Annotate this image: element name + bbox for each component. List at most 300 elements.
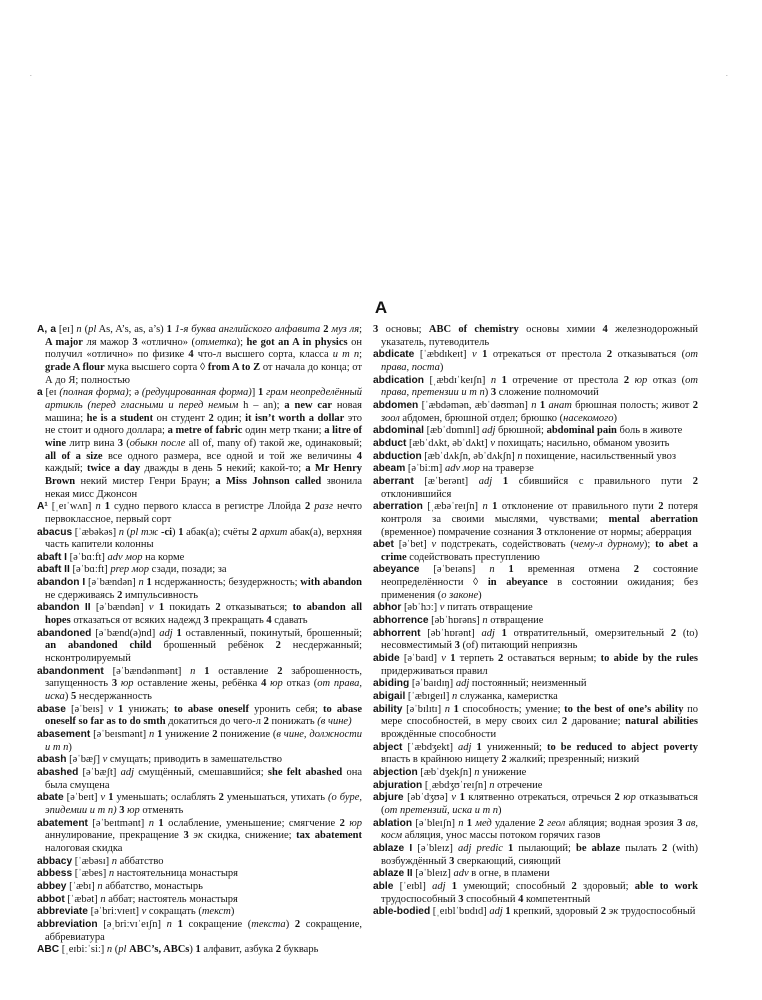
entry-text: )	[64, 691, 71, 703]
entry-text: ослабление, уменьшение; смягчение	[163, 817, 340, 829]
bold-text: 1	[476, 741, 482, 753]
bold-text: 1	[195, 944, 201, 956]
entry-text: несдержанный; нсконтролируемый	[45, 640, 363, 665]
bold-text: able to work	[634, 880, 698, 892]
italic-label: adj	[455, 678, 470, 690]
italic-label: от права, иска	[45, 678, 362, 703]
bold-text: from A to Z	[207, 361, 261, 373]
entry-text: уронить себя;	[248, 703, 324, 715]
entry-text: сбившийся с правильного пути	[508, 475, 693, 487]
headword: abject	[373, 741, 403, 753]
headword: abbey	[37, 880, 67, 892]
italic-label: от права, поста	[381, 349, 698, 373]
bold-text: 1	[204, 665, 210, 677]
entry-text: содействовать преступлению	[406, 551, 540, 563]
bold-text: 2	[208, 412, 214, 424]
entry-text: [ˌæbdʒʊˈreɪʃn]	[422, 779, 490, 791]
entry-text: (	[124, 526, 131, 538]
bold-text: 2	[600, 906, 607, 918]
bold-text: to the best of one’s ability	[564, 703, 684, 715]
bold-text: 5	[216, 463, 223, 475]
dictionary-entry	[37, 387, 362, 501]
italic-label: adj	[481, 425, 496, 437]
entry-text: )	[285, 918, 295, 930]
entry-text: что-л высшего сорта, класса	[193, 349, 333, 361]
entry-text: унижать;	[123, 703, 174, 715]
dictionary-entry	[373, 653, 698, 678]
entry-text: [eɪ]	[55, 324, 77, 335]
italic-label: n	[166, 918, 172, 930]
italic-label: n	[490, 374, 497, 386]
entry-text: );	[643, 539, 656, 551]
dictionary-entry	[373, 906, 698, 919]
bold-text: 2	[670, 627, 677, 639]
entry-text: уменьшать; ослаблять	[113, 792, 219, 804]
bold-text: to abet a crime	[381, 539, 698, 563]
dictionary-entry	[373, 438, 698, 451]
bold-text: 3	[373, 324, 379, 335]
entry-text: некий; какой-то;	[222, 463, 306, 475]
entry-text: каждый;	[45, 463, 87, 475]
headword: abdominal	[373, 425, 424, 437]
bold-text: 1	[492, 501, 498, 513]
headword: ABC	[37, 944, 60, 956]
italic-label: анат	[545, 399, 572, 411]
entry-text: [æbˈdʌkt, əbˈdʌkt]	[406, 437, 491, 449]
bold-text: 1	[507, 842, 514, 854]
entry-text: [əbˈhɔː]	[401, 602, 440, 614]
entry-text: подстрекать, содействовать (	[436, 539, 574, 551]
headword: aberrant	[373, 475, 414, 487]
entry-text: импульсивность	[122, 589, 199, 601]
headword: abbreviate	[37, 906, 88, 918]
italic-label: юр	[619, 792, 636, 804]
dictionary-entry	[37, 818, 362, 856]
entry-text: несдержанность	[76, 691, 152, 703]
bold-text: 3	[536, 526, 542, 538]
italic-label: 1-я буква английского алфавита	[171, 324, 324, 335]
entry-text: понижение (	[217, 729, 277, 740]
dictionary-entry	[37, 944, 362, 957]
entry-text: ;	[359, 349, 362, 361]
headword: abjure	[373, 792, 404, 804]
italic-label: n	[482, 501, 488, 513]
bold-text: a Mr Henry Brown	[45, 463, 362, 487]
headword: aberration	[373, 501, 423, 513]
bold-text: a litre of wine	[45, 425, 363, 449]
italic-label: n	[517, 450, 523, 462]
bold-text: 2	[117, 589, 123, 601]
entry-text: отречение от престола	[506, 374, 624, 386]
entry-text: )	[613, 412, 617, 424]
italic-label: n	[118, 526, 125, 538]
headword: abeyance	[373, 564, 420, 576]
entry-text: настоятельница монастыря	[114, 868, 238, 880]
headword: abhorrence	[373, 615, 429, 627]
bold-text: 5	[70, 691, 77, 703]
italic-label: n	[111, 855, 118, 867]
entry-text: временная отмена	[513, 564, 634, 576]
entry-text: )	[172, 526, 179, 538]
italic-label: v	[141, 906, 147, 918]
bold-text: 2	[614, 792, 620, 804]
italic-label: разг	[310, 501, 333, 513]
entry-text: )	[478, 589, 482, 601]
dictionary-column-left	[37, 324, 362, 957]
headword: ability	[373, 703, 403, 715]
entry-text: потеря контроля за своими мыслями, чувствами;	[381, 501, 698, 525]
entry-text: сокращение (	[182, 918, 252, 930]
dictionary-entry	[37, 767, 362, 792]
bold-text: 3	[454, 640, 460, 652]
headword: abdication	[373, 374, 424, 386]
entry-text: униженный;	[481, 741, 547, 753]
italic-label: отметка	[195, 336, 237, 348]
entry-text: all of, many of) такой же, одинаковый;	[185, 437, 362, 449]
dictionary-entry	[37, 919, 362, 944]
entry-text: покидать	[164, 602, 216, 614]
dictionary-entry	[37, 754, 362, 767]
bold-text: 2	[304, 501, 311, 513]
entry-text: он студент	[153, 412, 209, 424]
entry-text: отвратительный, омерзительный	[506, 627, 671, 639]
entry-text: оставление	[209, 665, 278, 677]
italic-label: от претензий, иска и т п	[384, 804, 499, 816]
entry-text: (to) несовместимый	[381, 627, 698, 652]
headword: abandon I	[37, 577, 86, 589]
italic-label: adj	[481, 627, 495, 639]
dictionary-entry	[37, 906, 362, 919]
italic-label: adj	[432, 880, 446, 892]
entry-text: отрекаться от престола	[487, 349, 607, 361]
entry-text: [əˈbriːvɪeɪt]	[87, 906, 142, 918]
entry-text: сокращение, аббревиатура	[45, 918, 362, 943]
dictionary-entry	[373, 704, 698, 742]
dictionary-entry	[373, 881, 698, 906]
italic-label: юр	[344, 817, 362, 829]
entry-text: мука высшего сорта ◊	[104, 361, 208, 373]
entry-text: трудоспособный	[618, 906, 696, 918]
entry-text: [ˈæbəsɪ]	[72, 855, 112, 867]
entry-text: отклонение от правильного пути	[497, 501, 659, 513]
entry-text: [æbˈdʒekʃn]	[417, 766, 475, 778]
bold-text: in abeyance	[487, 577, 548, 589]
bold-text: 4	[266, 615, 272, 627]
dictionary-entry	[373, 501, 698, 539]
bold-text: 3	[458, 893, 464, 905]
italic-label: эк	[606, 906, 619, 918]
entry-text: врождённые способности	[381, 729, 497, 740]
dictionary-entry	[37, 868, 362, 881]
italic-label: n	[148, 817, 154, 829]
bold-text: 1	[158, 817, 164, 829]
headword: abase	[37, 703, 66, 715]
dictionary-entry	[37, 894, 362, 907]
entry-text: [əˈbleɪz]	[412, 842, 458, 854]
italic-label: мед	[471, 817, 492, 829]
entry-text: [æbˈdʌkʃn, əbˈdʌkʃn]	[421, 450, 518, 462]
bold-text: 1	[176, 627, 182, 639]
italic-label: n	[97, 880, 103, 892]
dictionary-entry	[373, 564, 698, 602]
entry-text: прекращать	[208, 615, 267, 627]
bold-text: to abase oneself	[173, 703, 249, 715]
headword: abigail	[373, 691, 406, 703]
headword: able	[373, 880, 394, 892]
dictionary-entry	[373, 375, 698, 400]
entry-text: [ˌæbəˈreɪʃn]	[422, 501, 483, 513]
bold-text: 1	[177, 918, 183, 930]
italic-label: юр	[124, 804, 140, 816]
entry-text: основы;	[378, 324, 429, 335]
bold-text: 2	[215, 602, 221, 614]
bold-text: 1	[453, 703, 459, 715]
entry-text: аббат; настоятель монастыря	[105, 893, 238, 905]
entry-text: похищение, насильственный увоз	[522, 450, 677, 462]
entry-text	[495, 628, 502, 639]
bold-text: 4	[188, 349, 194, 361]
entry-text: [əˈbeɪs]	[65, 703, 109, 715]
headword: abandon II	[37, 602, 91, 614]
entry-text: [əˈbɑːft]	[69, 564, 111, 576]
dictionary-entry	[37, 527, 362, 552]
bold-text: 1	[501, 627, 507, 639]
bold-text: a Miss Johnson called	[215, 475, 322, 487]
italic-label: adj	[478, 475, 493, 487]
italic-label: обыкн после	[129, 437, 186, 449]
dictionary-entry	[373, 678, 698, 691]
bold-text: it isn’t worth a dollar	[245, 412, 345, 424]
italic-label: (о буре, эпидемии и т п)	[45, 792, 362, 816]
entry-text: )	[68, 741, 72, 753]
italic-label: v	[102, 754, 108, 766]
bold-text: 1	[158, 602, 165, 614]
entry-text: [ˈæbdʒekt]	[402, 741, 459, 753]
italic-label: v	[148, 602, 154, 614]
dictionary-entry	[373, 349, 698, 374]
bold-text: 2	[501, 754, 507, 766]
entry-text: [ˌæbdɪˈkeɪʃn]	[423, 374, 491, 386]
entry-text: )	[230, 906, 235, 918]
italic-label: муз ля	[328, 324, 360, 335]
bold-text: 2	[692, 399, 699, 411]
entry-text: оставаться верным;	[503, 653, 601, 665]
entry-text: сдавать	[271, 615, 308, 627]
entry-text: [æbˈdɒmɪnl]	[423, 425, 482, 437]
italic-label: от права, претензии и т п	[381, 374, 699, 399]
bold-text: A major	[45, 336, 83, 348]
entry-text: абляция; водная эрозия	[565, 817, 678, 829]
entry-text: пылающий;	[513, 842, 577, 854]
italic-label: (редуцированная форма)	[141, 387, 252, 399]
entry-text: на корме	[142, 551, 185, 563]
entry-text: дарование;	[567, 716, 626, 728]
entry-text: отказ (	[647, 374, 686, 386]
bold-text: 1	[505, 906, 511, 918]
bold-text: 2	[277, 665, 283, 677]
italic-label: n	[108, 868, 115, 880]
dictionary-entry	[373, 476, 698, 501]
bold-text: ABC of chemistry	[428, 324, 519, 335]
bold-text: mental aberration	[608, 513, 698, 525]
italic-label: n	[451, 691, 458, 703]
entry-text: абак(а), верхняя часть капители колонны	[45, 526, 363, 551]
entry-text: аббатство, монастырь	[102, 880, 203, 892]
entry-text: сложение полномочий	[496, 387, 599, 399]
italic-label: adv	[453, 868, 469, 880]
bold-text: 1	[502, 475, 509, 487]
bold-text: 2	[218, 792, 224, 804]
entry-text: докатиться до чего-л	[165, 716, 264, 728]
italic-label: n	[190, 665, 196, 677]
entry-text	[492, 476, 503, 487]
entry-text: [əbˈhɒrənt]	[420, 627, 482, 639]
entry-text: [əˌbriːvɪˈeɪʃn]	[97, 918, 167, 930]
entry-text: [ˈæbes]	[72, 868, 109, 880]
italic-label: текст	[201, 906, 231, 918]
bold-text: all of a size	[45, 450, 103, 462]
headword: abet	[373, 539, 394, 551]
headword: abandoned	[37, 627, 92, 639]
entry-text: [əˈbɑːft]	[67, 551, 108, 563]
entry-text: h – an);	[238, 399, 285, 411]
entry-text: отменять	[139, 804, 184, 816]
entry-text: [ˈæbdəmən, æbˈdəʊmən]	[418, 399, 532, 411]
entry-text: [ˌeɪbiːˈsiː]	[59, 944, 107, 956]
headword: abide	[373, 653, 400, 665]
bold-text: 1	[108, 792, 114, 804]
entry-text: )	[189, 944, 196, 956]
dictionary-entry	[373, 868, 698, 881]
entry-text: крепкий, здоровый	[510, 906, 601, 918]
headword: abash	[37, 754, 67, 766]
italic-label: n	[148, 729, 155, 740]
entry-text: [əˈbeɪsmənt]	[90, 729, 149, 740]
entry-text: [ˈeɪbl]	[393, 880, 433, 892]
italic-label: эк	[188, 830, 203, 842]
entry-text: [æˈberənt]	[413, 475, 479, 487]
italic-label: n	[444, 703, 450, 715]
bold-text: he is a student	[86, 412, 154, 424]
entry-text: сверкающий, сияющий	[454, 855, 561, 867]
bold-text: ABC’s, ABCs	[129, 944, 190, 956]
entry-text: служанка, камеристка	[457, 691, 558, 703]
entry-text: она была смущена	[45, 766, 362, 791]
dictionary-entry	[373, 451, 698, 464]
entry-text: [ˈæbət]	[64, 893, 101, 905]
dictionary-entry	[37, 602, 362, 627]
entry-text: абляция, унос массы потоком горячих газов	[402, 830, 601, 842]
bold-text: 2	[275, 640, 281, 652]
dictionary-entry	[37, 881, 362, 894]
bold-text: 1	[118, 703, 124, 715]
headword: able-bodied	[373, 906, 431, 918]
italic-label: о законе	[441, 589, 479, 601]
bold-text: to abandon all hopes	[45, 602, 363, 627]
bold-text: 2	[561, 716, 568, 728]
headword: abiding	[373, 678, 410, 690]
bold-text: 3	[183, 830, 189, 842]
entry-text: ; ə	[128, 387, 142, 399]
bold-text: 3	[490, 387, 497, 399]
entry-text: [əˈbaɪdɪŋ]	[409, 678, 456, 690]
entry-text: [əbˈdʒʊə]	[403, 792, 452, 804]
entry-text: [əˈbleɪʃn]	[412, 817, 459, 829]
bold-text: tax abatement	[296, 830, 362, 842]
bold-text: 1	[178, 526, 184, 538]
italic-label: adj	[489, 906, 503, 918]
dictionary-entry	[37, 704, 362, 729]
bold-text: 4	[356, 450, 362, 462]
entry-text: звонила некая мисс Джонсон	[45, 475, 362, 500]
bold-text: 1	[459, 792, 465, 804]
entry-text: брюшная полость; живот	[571, 399, 693, 411]
entry-text: (with) возбуждённый	[381, 842, 699, 867]
bold-text: an abandoned child	[45, 640, 152, 652]
headword: abbreviation	[37, 918, 98, 930]
entry-text: литр вина	[66, 437, 118, 449]
headword: abbot	[37, 893, 65, 905]
entry-text: смущённый, смешавшийся;	[134, 766, 268, 778]
italic-label: зоол	[381, 412, 400, 424]
entry-text: удаление	[491, 817, 539, 829]
dictionary-entry	[373, 691, 698, 704]
entry-text: брюшной;	[495, 425, 547, 437]
entry-text: понижать	[268, 716, 318, 728]
entry-text: оставленный, покинутый, брошенный;	[181, 627, 362, 639]
bold-text: a metre of fabric	[167, 425, 243, 437]
entry-text: сокращать (	[146, 906, 202, 918]
italic-label: насекомого	[563, 412, 614, 424]
entry-text: унижение	[479, 766, 527, 778]
italic-label: n	[489, 779, 495, 791]
bold-text: 2	[692, 475, 699, 487]
entry-text: (of) питающий неприязнь	[459, 640, 578, 652]
italic-label: грам неопределённый артикль (перед гласными и перед немым	[45, 387, 362, 411]
italic-label: prep мор	[110, 564, 150, 576]
entry-text: [əˈbeɪt]	[63, 792, 101, 804]
bold-text: 3	[132, 336, 138, 348]
italic-label: v	[471, 349, 477, 361]
bold-text: 1	[146, 577, 152, 589]
dictionary-entry	[37, 564, 362, 577]
dictionary-entry	[37, 501, 362, 526]
entry-text: отказаться от всяких надежд	[70, 615, 204, 627]
entry-text: один;	[213, 412, 246, 424]
entry-text: постоянный; неизменный	[469, 678, 587, 690]
entry-text: компетентный	[523, 893, 591, 905]
headword: abdomen	[373, 399, 419, 411]
bold-text: with abandon	[300, 577, 362, 589]
entry-text: основы химии	[518, 324, 603, 335]
italic-label: v	[439, 602, 445, 614]
entry-text: оставление жены, ребёнка	[133, 678, 262, 690]
entry-text: )	[484, 387, 491, 399]
bold-text: abdominal pain	[546, 425, 617, 437]
entry-text: [əˈbiːm]	[405, 463, 445, 475]
entry-text: дважды в день	[140, 463, 217, 475]
italic-label: adj	[159, 627, 173, 639]
entry-text: смущать; приводить в замешательство	[107, 754, 282, 766]
entry-text: )	[498, 804, 502, 816]
bold-text: natural abilities	[625, 716, 698, 728]
entry-text: заброшенность, запущенность	[45, 665, 363, 690]
italic-label: pl	[88, 324, 97, 335]
headword: ablation	[373, 817, 413, 829]
entry-text: терпеть	[455, 653, 499, 665]
bold-text: he got an A in physics	[246, 336, 348, 348]
dictionary-entry	[37, 577, 362, 602]
